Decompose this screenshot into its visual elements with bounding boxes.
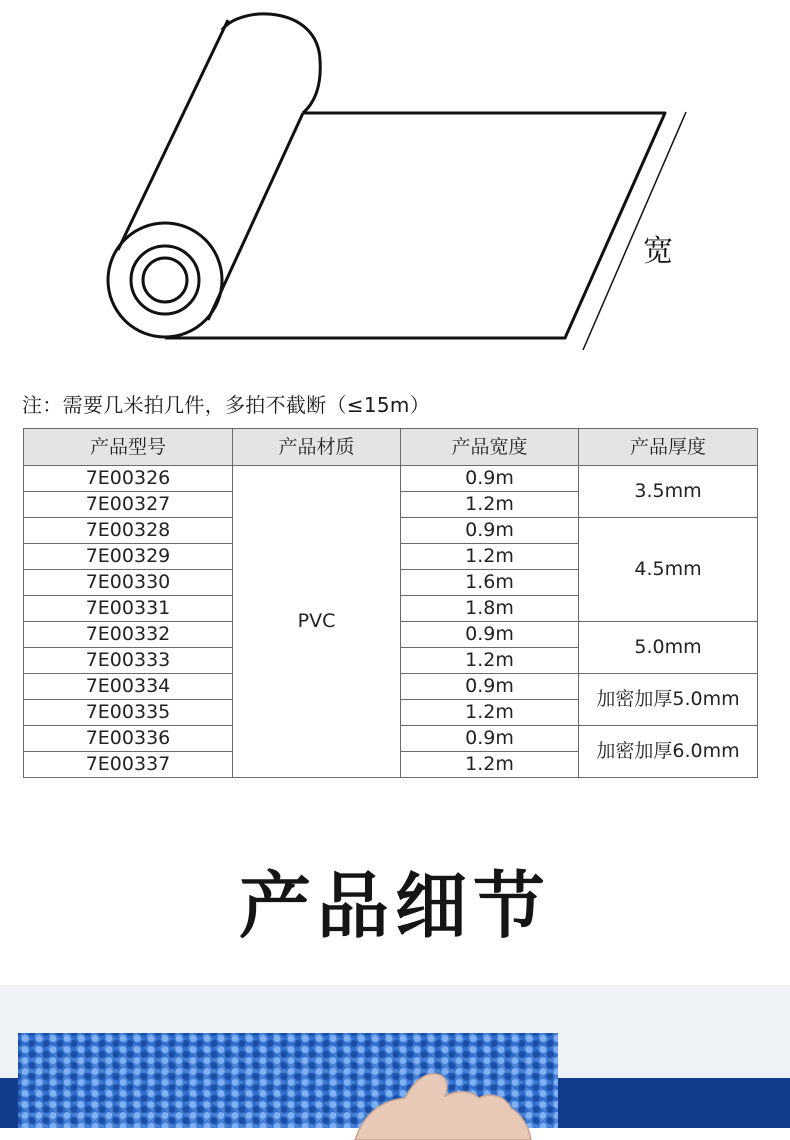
width-cell: 1.2m: [401, 492, 579, 518]
width-label: 宽: [643, 234, 673, 269]
width-cell: 1.2m: [401, 648, 579, 674]
thickness-cell: 加密加厚6.0mm: [579, 726, 758, 778]
table-row: [24, 466, 758, 492]
model-cell: 7E00336: [24, 726, 233, 752]
model-cell: 7E00329: [24, 544, 233, 570]
model-cell: 7E00337: [24, 752, 233, 778]
width-cell: 0.9m: [401, 674, 579, 700]
thickness-cell: 4.5mm: [579, 518, 758, 622]
section-title: 产品细节: [238, 864, 551, 948]
header-material: 产品材质: [233, 429, 401, 466]
thickness-cell: 加密加厚5.0mm: [579, 674, 758, 726]
model-cell: 7E00330: [24, 570, 233, 596]
header-width: 产品宽度: [401, 429, 579, 466]
model-cell: 7E00328: [24, 518, 233, 544]
model-cell: 7E00335: [24, 700, 233, 726]
material-cell: PVC: [233, 466, 401, 778]
width-cell: 0.9m: [401, 622, 579, 648]
roll-diagram: [0, 0, 790, 370]
roll-top-cap: [222, 14, 320, 113]
width-cell: 1.2m: [401, 544, 579, 570]
width-cell: 1.8m: [401, 596, 579, 622]
model-cell: 7E00333: [24, 648, 233, 674]
width-cell: 0.9m: [401, 466, 579, 492]
roll-end-core: [143, 258, 187, 302]
width-cell: 0.9m: [401, 518, 579, 544]
model-cell: 7E00326: [24, 466, 233, 492]
model-cell: 7E00331: [24, 596, 233, 622]
model-cell: 7E00332: [24, 622, 233, 648]
purchase-note: 注：需要几米拍几件，多拍不截断（≤15m）: [22, 393, 430, 417]
thickness-cell: 5.0mm: [579, 622, 758, 674]
hand-image: [345, 1070, 535, 1140]
table-header-row: [24, 429, 758, 466]
width-cell: 0.9m: [401, 726, 579, 752]
width-cell: 1.2m: [401, 700, 579, 726]
width-cell: 1.6m: [401, 570, 579, 596]
width-cell: 1.2m: [401, 752, 579, 778]
spec-table: [23, 428, 758, 778]
thickness-cell: 3.5mm: [579, 466, 758, 518]
roll-illustration: [0, 0, 790, 370]
roll-end-outer: [108, 223, 222, 337]
unrolled-sheet: [165, 113, 665, 338]
model-cell: 7E00327: [24, 492, 233, 518]
header-thickness: 产品厚度: [579, 429, 758, 466]
roll-back-edge: [118, 20, 228, 250]
model-cell: 7E00334: [24, 674, 233, 700]
header-model: 产品型号: [24, 429, 233, 466]
roll-end-middle: [131, 246, 199, 314]
